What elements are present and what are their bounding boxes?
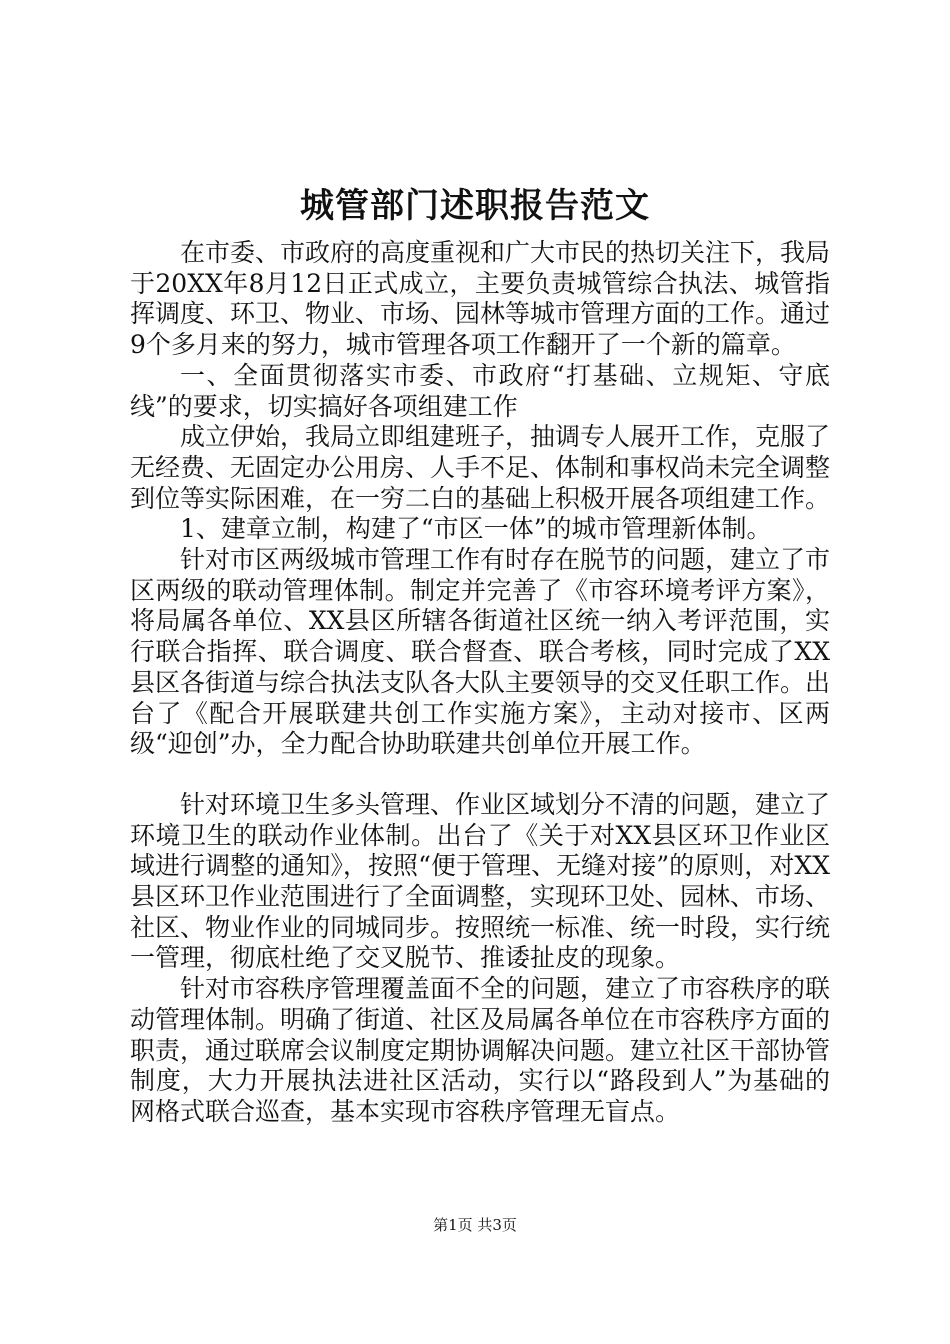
paragraph-order-system: 针对市容秩序管理覆盖面不全的问题，建立了市容秩序的联动管理体制。明确了街道、社区及局属各单位在市容秩序方面的职责，通过联席会议制度定期协调解决问题。建立社区干部协管制度，大力开展执法进社区活动，实行以“路段到人”为基础的网格式联合巡查，基本实现市容秩序管理无盲点。 <box>130 974 831 1126</box>
page-footer: 第1页 共3页 <box>433 1216 517 1234</box>
paragraph-establishment: 成立伊始，我局立即组建班子，抽调专人展开工作，克服了无经费、无固定办公用房、人手不足、体制和事权尚未完全调整到位等实际困难，在一穷二白的基础上积极开展各项组建工作。 <box>130 422 831 513</box>
paragraph-city-district-system: 针对市区两级城市管理工作有时存在脱节的问题，建立了市区两级的联动管理体制。制定并完善了《市容环境考评方案》，将局属各单位、XX县区所辖各街道社区统一纳入考评范围，实行联合指挥、联合调度、联合督查、联合考核，同时完成了XX县区各街道与综合执法支队各大队主要领导的交叉任职工作。出台了《配合开展联建共创工作实施方案》，主动对接市、区两级“迎创”办，全力配合协助联建共创单位开展工作。 <box>130 545 831 759</box>
paragraph-sanitation-system: 针对环境卫生多头管理、作业区域划分不清的问题，建立了环境卫生的联动作业体制。出台了《关于对XX县区环卫作业区域进行调整的通知》，按照“便于管理、无缝对接”的原则，对XX县区环卫作业范围进行了全面调整，实现环卫处、园林、市场、社区、物业作业的同城同步。按照统一标准、统一时段，实行统一管理，彻底杜绝了交叉脱节、推诿扯皮的现象。 <box>130 789 831 973</box>
section-heading-1: 一、全面贯彻落实市委、市政府“打基础、立规矩、守底线”的要求，切实搞好各项组建工作 <box>130 360 830 421</box>
paragraph-intro: 在市委、市政府的高度重视和广大市民的热切关注下，我局于20XX年8月12日正式成立，主要负责城管综合执法、城管指挥调度、环卫、物业、市场、园林等城市管理方面的工作。通过9个多月来的努力，城市管理各项工作翻开了一个新的篇章。 <box>130 238 831 360</box>
document-body <box>130 238 830 1128</box>
document-title: 城管部门述职报告范文 <box>300 186 650 226</box>
paragraph-spacer <box>130 760 830 790</box>
subsection-heading-1: 1、建章立制，构建了“市区一体”的城市管理新体制。 <box>180 514 772 544</box>
